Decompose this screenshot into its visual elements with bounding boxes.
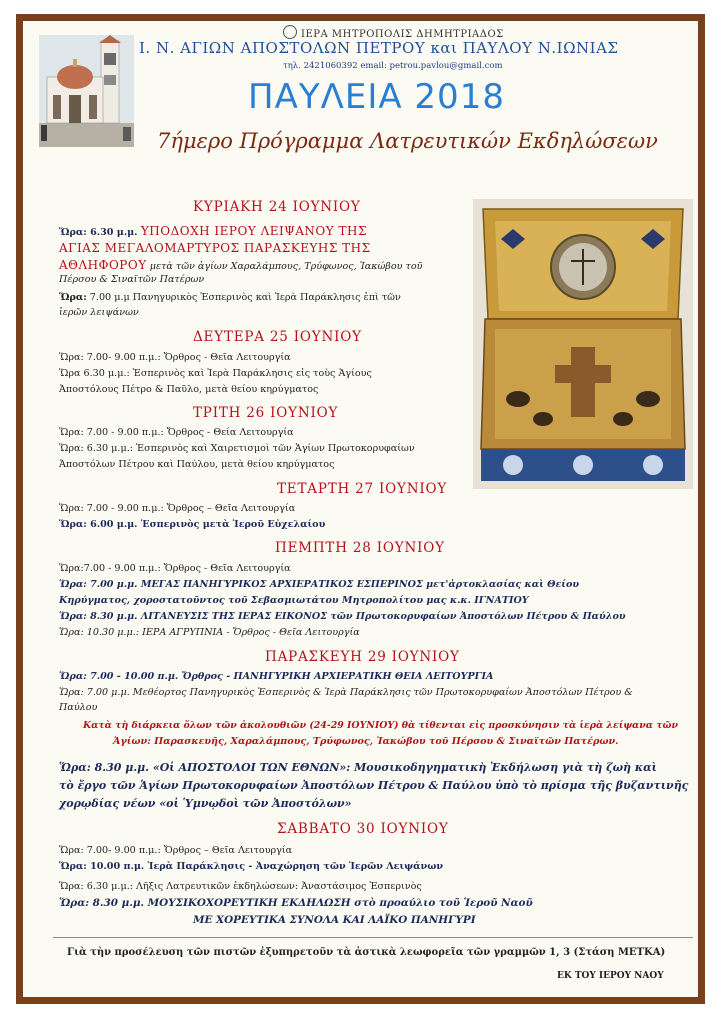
day-heading-monday: ΔΕΥΤΕΡΑ 25 ΙΟΥΝΙΟΥ — [193, 329, 362, 345]
saturday-line-2: Ὥρα: 10.00 π.μ. Ἱερὰ Παράκλησις - Ἀναχώρηση τῶν Ἱερῶν Λειψάνων — [59, 861, 444, 872]
sunday-line-5 — [59, 292, 401, 303]
sunday-saints: μετὰ τῶν ἁγίων Χαραλάμπους, Τρύφωνος, Ἰακώβου τοῦ — [146, 261, 423, 272]
thursday-line-1: Ὥρα:7.00 - 9.00 π.μ.: Ὄρθρος - Θεῖα Λειτουργία — [59, 563, 291, 574]
sunday-line-1 — [59, 224, 367, 238]
sunday-time-2: Ὥρα: — [59, 292, 87, 303]
sunday-line-3 — [59, 258, 422, 272]
metropolis-text: ΙΕΡΑ ΜΗΤΡΟΠΟΛΙΣ ΔΗΜΗΤΡΙΑΔΟΣ — [301, 29, 504, 40]
tuesday-line-2: Ὥρα: 6.30 μ.μ.: Ἑσπερινὸς καὶ Χαιρετισμοὶ τῶν Ἁγίων Πρωτοκορυφαίων — [59, 443, 415, 454]
page-title: ΠΑΥΛΕΙΑ 2018 — [248, 77, 505, 117]
wednesday-line-2: Ὥρα: 6.00 μ.μ. Ἑσπερινὸς μετὰ Ἱεροῦ Εὐχελαίου — [59, 519, 326, 530]
thursday-line-5: Ὥρα: 10.30 μ.μ.: ΙΕΡΑ ΑΓΡΥΠΝΙΑ - Ὄρθρος - Θεῖα Λειτουργία — [59, 627, 360, 638]
monday-line-2: Ὥρα 6.30 μ.μ.: Ἑσπερινὸς καὶ Ἱερὰ Παράκλησις εἰς τοὺς Ἁγίους — [59, 368, 372, 379]
day-heading-sunday: ΚΥΡΙΑΚΗ 24 ΙΟΥΝΙΟΥ — [193, 199, 361, 215]
relics-note-1: Κατὰ τὴ διάρκεια ὅλων τῶν ἀκολουθιῶν (24-29 ΙΟΥΝΙΟΥ) θὰ τίθενται εἰς προσκύνησιν τὰ ἱερὰ λείψανα τῶν — [83, 720, 678, 731]
saturday-line-5: ΜΕ ΧΟΡΕΥΤΙΚΑ ΣΥΝΟΛΑ ΚΑΙ ΛΑΪΚΟ ΠΑΝΗΓΥΡΙ — [193, 914, 476, 926]
sunday-event-title: ΥΠΟΔΟΧΗ ΙΕΡΟΥ ΛΕΙΨΑΝΟΥ ΤΗΣ — [140, 224, 367, 238]
day-heading-saturday: ΣΑΒΒΑΤΟ 30 ΙΟΥΝΙΟΥ — [277, 821, 449, 837]
sunday-line-4: Πέρσου & Σιναϊτῶν Πατέρων — [59, 274, 205, 285]
day-heading-tuesday: ΤΡΙΤΗ 26 ΙΟΥΝΙΟΥ — [193, 405, 339, 421]
day-heading-thursday: ΠΕΜΠΤΗ 28 ΙΟΥΝΙΟΥ — [275, 540, 445, 556]
metropolis-label — [283, 25, 504, 40]
monday-line-3: Ἀποστόλους Πέτρο & Παῦλο, μετὰ θείου κηρύγματος — [59, 384, 319, 395]
sunday-event-title-2: ΑΓΙΑΣ ΜΕΓΑΛΟΜΑΡΤΥΡΟΣ ΠΑΡΑΣΚΕΥΗΣ ΤΗΣ — [59, 241, 371, 255]
sunday-event-title-3: ΑΘΛΗΦΟΡΟΥ — [59, 258, 147, 272]
thursday-line-3: Κηρύγματος, χοροστατοῦντος τοῦ Σεβασμιωτάτου Μητροπολίτου μας κ.κ. ΙΓΝΑΤΙΟΥ — [59, 595, 529, 606]
saturday-line-4: Ὥρα: 8.30 μ.μ. ΜΟΥΣΙΚΟΧΟΡΕΥΤΙΚΗ ΕΚΔΗΛΩΣΗ στὸ προαύλιο τοῦ Ἱεροῦ Ναοῦ — [59, 897, 533, 909]
sunday-time: Ὥρα: 6.30 μ.μ. — [59, 227, 138, 238]
tuesday-line-1: Ὥρα: 7.00 - 9.00 π.μ.: Ὄρθρος - Θεία Λειτουργία — [59, 427, 294, 438]
saturday-line-3: Ὥρα: 6.30 μ.μ.: Λῆξις Λατρευτικῶν ἐκδηλώσεων: Ἀναστάσιμος Ἑσπερινὸς — [59, 881, 422, 892]
sunday-line-2 — [59, 241, 371, 255]
church-photo — [39, 35, 134, 147]
transport-note: Γιὰ τὴν προσέλευση τῶν πιστῶν ἐξυπηρετοῦν τὰ ἀστικὰ λεωφορεῖα τῶν γραμμῶν 1, 3 (Στάση ΜΕΤΚΑ) — [67, 947, 666, 958]
parish-name: Ι. Ν. ΑΓΙΩΝ ΑΠΟΣΤΟΛΩΝ ΠΕΤΡΟΥ και ΠΑΥΛΟΥ Ν.ΙΩΝΙΑΣ — [139, 39, 619, 57]
contact-info: τηλ. 2421060392 email: petrou.pavlou@gmail.com — [283, 61, 503, 71]
sunday-line-6: ἱερῶν λειψάνων — [59, 307, 139, 318]
signature: ΕΚ ΤΟΥ ΙΕΡΟΥ ΝΑΟΥ — [557, 971, 664, 981]
concert-line-2: τὸ ἔργο τῶν Ἁγίων Πρωτοκορυφαίων Ἀποστόλων Πέτρου & Παύλου ὑπὸ τὸ πρίσμα τῆς βυζαντινῆς — [59, 779, 689, 792]
page-subtitle: 7ήμερο Πρόγραμμα Λατρευτικών Εκδηλώσεων — [157, 129, 658, 153]
thursday-line-2: Ὥρα: 7.00 μ.μ. ΜΕΓΑΣ ΠΑΝΗΓΥΡΙΚΟΣ ΑΡΧΙΕΡΑΤΙΚΟΣ ΕΣΠΕΡΙΝΟΣ μετ'ἀρτοκλασίας καὶ Θείου — [59, 579, 580, 590]
friday-line-1: Ὥρα: 7.00 - 10.00 π.μ. Ὄρθρος - ΠΑΝΗΓΥΡΙΚΗ ΑΡΧΙΕΡΑΤΙΚΗ ΘΕΙΑ ΛΕΙΤΟΥΡΓΙΑ — [59, 671, 494, 682]
tuesday-line-3: Ἀποστόλων Πέτρου καὶ Παύλου, μετὰ θείου κηρύγματος — [59, 459, 335, 470]
reliquary-photo — [473, 199, 693, 489]
saturday-line-1: Ὥρα: 7.00- 9.00 π.μ.: Ὄρθρος – Θεῖα Λειτουργία — [59, 845, 293, 856]
thursday-line-4: Ὥρα: 8.30 μ.μ. ΛΙΤΑΝΕΥΣΙΣ ΤΗΣ ΙΕΡΑΣ ΕΙΚΟΝΟΣ τῶν Πρωτοκορυφαίων Ἀποστόλων Πέτρου & Παύλου — [59, 611, 626, 622]
seal-icon — [283, 25, 297, 39]
footer-divider — [53, 937, 693, 938]
friday-line-2: Ὥρα: 7.00 μ.μ. Μεθέορτος Πανηγυρικὸς Ἑσπερινὸς & Ἱερὰ Παράκλησις τῶν Πρωτοκορυφαίων Ἀποστόλων Πέτρου & — [59, 687, 633, 698]
concert-line-3: χορῳδίας νέων «οἱ Ὑμνῳδοὶ τῶν Ἀποστόλων» — [59, 797, 352, 810]
day-heading-friday: ΠΑΡΑΣΚΕΥΗ 29 ΙΟΥΝΙΟΥ — [265, 649, 460, 665]
relics-note-2: Ἁγίων: Παρασκευῆς, Χαραλάμπους, Τρύφωνος, Ἰακώβου τοῦ Πέρσου & Σιναϊτῶν Πατέρων. — [113, 736, 619, 747]
poster — [23, 21, 698, 997]
friday-line-3: Παύλου — [59, 702, 98, 713]
concert-line-1: Ὥρα: 8.30 μ.μ. «Οἱ ΑΠΟΣΤΟΛΟΙ ΤΩΝ ΕΘΝΩΝ»: Μουσικοδηγηματικὴ Ἐκδήλωση γιὰ τὴ ζωὴ καὶ — [59, 761, 657, 774]
monday-line-1: Ὥρα: 7.00- 9.00 π.μ.: Ὄρθρος - Θεῖα Λειτουργία — [59, 352, 291, 363]
page-frame — [16, 14, 705, 1004]
sunday-vespers: 7.00 μ.μ Πανηγυρικὸς Ἑσπερινὸς καὶ Ἱερὰ Παράκλησις ἐπὶ τῶν — [86, 292, 401, 303]
wednesday-line-1: Ὥρα: 7.00 - 9.00 π.μ.: Ὄρθρος – Θεῖα Λειτουργία — [59, 503, 296, 514]
day-heading-wednesday: ΤΕΤΑΡΤΗ 27 ΙΟΥΝΙΟΥ — [277, 481, 448, 497]
